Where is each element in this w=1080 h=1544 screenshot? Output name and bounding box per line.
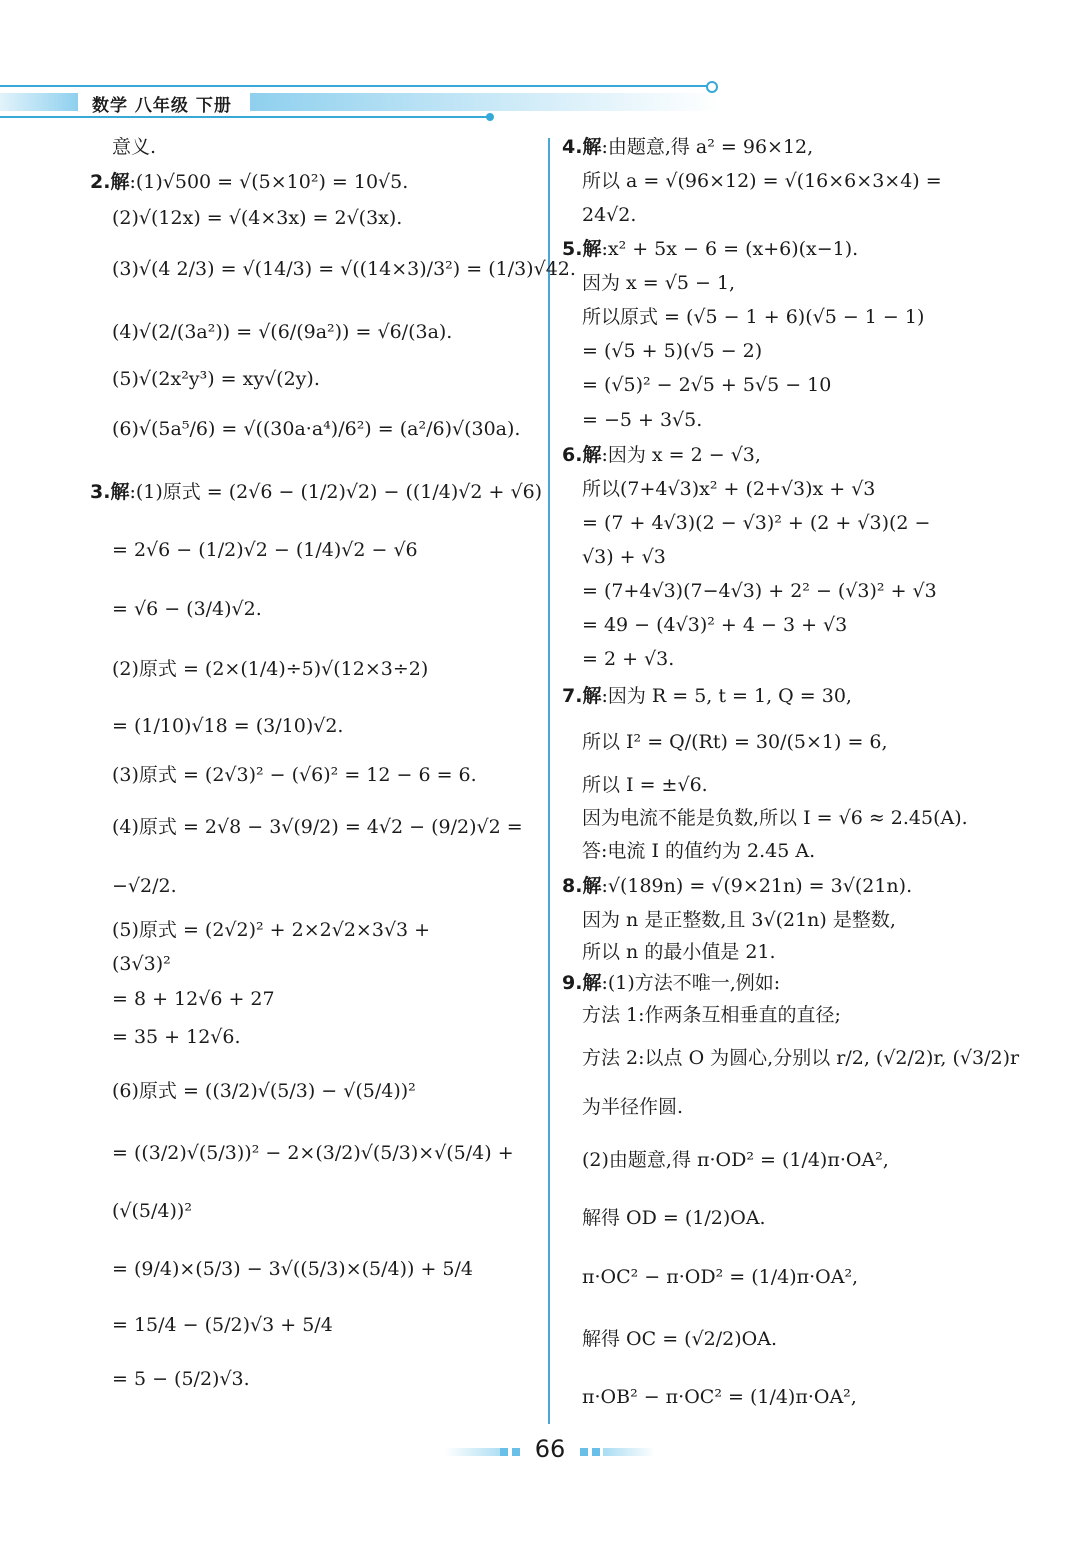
math-text: 方法 1:作两条互相垂直的直径;: [582, 1004, 841, 1026]
solution-line: [562, 164, 1012, 198]
math-text: (√(5/4))²: [112, 1200, 192, 1222]
math-text: = 2 + √3.: [582, 648, 675, 670]
solution-line: [562, 998, 1012, 1032]
math-text: = √6 − (3/4)√2.: [112, 598, 262, 620]
solution-line: [562, 936, 1012, 968]
solution-heading-line: [562, 130, 1012, 164]
math-text: (6)√(5a⁵/6) = √((30a·a⁴)/6²) = (a²/6)√(30a).: [112, 418, 521, 440]
problem-number: 6.解: [562, 444, 602, 466]
solution-line: [90, 698, 542, 754]
solution-line: [90, 302, 542, 362]
math-text: 答:电流 I 的值约为 2.45 A.: [582, 840, 816, 862]
math-text: = ((3/2)√(5/3))² − 2×(3/2)√(5/3)×√(5/4) +: [112, 1142, 514, 1164]
header-dot-ornament: [486, 113, 494, 121]
math-text: (5)原式 = (2√2)² + 2×2√2×3√3 +: [112, 919, 431, 941]
solution-line: [90, 1298, 542, 1352]
solution-line: [562, 1190, 1012, 1246]
math-text: = 5 − (5/2)√3.: [112, 1368, 250, 1390]
math-text: 为半径作圆.: [582, 1096, 684, 1118]
math-text: = 15/4 − (5/2)√3 + 5/4: [112, 1314, 333, 1336]
solution-line: [562, 198, 1012, 232]
solution-line: [90, 1182, 542, 1240]
column-divider: [548, 138, 550, 1424]
solution-line: [562, 1308, 1012, 1370]
math-text: 所以原式 = (√5 − 1 + 6)(√5 − 1 − 1): [582, 306, 925, 328]
math-text: :由题意,得 a² = 96×12,: [601, 136, 814, 158]
problem-number: 5.解: [562, 238, 602, 260]
math-text: 解得 OC = (√2/2)OA.: [582, 1328, 778, 1350]
header-gradient-bar-right: [250, 93, 720, 111]
solution-line: [90, 396, 542, 462]
math-text: (2)原式 = (2×(1/4)÷5)√(12×3÷2): [112, 658, 429, 680]
math-text: π·OC² − π·OD² = (1/4)π·OA²,: [582, 1266, 859, 1288]
solution-line: [90, 522, 542, 578]
header-ring-ornament: [706, 81, 718, 93]
solution-line: [90, 1058, 542, 1124]
problem-number: 2.解: [90, 171, 130, 193]
solution-line: [90, 1352, 542, 1406]
math-text: (4)√(2/(3a²)) = √(6/(9a²)) = √6/(3a).: [112, 321, 453, 343]
problem-number: 9.解: [562, 972, 602, 994]
footer-square-ornament: [592, 1448, 600, 1456]
page-header: [0, 78, 720, 122]
footer-gradient-bar-left: [445, 1448, 505, 1456]
math-text: = (9/4)×(5/3) − 3√((5/3)×(5/4)) + 5/4: [112, 1258, 474, 1280]
header-gradient-bar-left: [0, 93, 78, 111]
solution-line: [562, 1032, 1020, 1084]
solution-line: [562, 608, 1012, 642]
solution-line: [90, 200, 542, 236]
solution-line: [90, 362, 542, 396]
solution-line: [90, 914, 542, 946]
solution-line: [562, 506, 1012, 540]
math-text: (3√3)²: [112, 953, 171, 975]
page-footer: [0, 1432, 1080, 1472]
footer-square-ornament: [580, 1448, 588, 1456]
math-text: (4)原式 = 2√8 − 3√(9/2) = 4√2 − (9/2)√2 =: [112, 816, 523, 838]
solution-line: [562, 802, 1012, 834]
solution-line: [90, 946, 542, 982]
problem-number: 4.解: [562, 136, 602, 158]
solution-heading-line: [562, 232, 1012, 266]
page-number: 66: [534, 1435, 566, 1463]
math-text: 所以 a = √(96×12) = √(16×6×3×4) =: [582, 170, 942, 192]
math-text: = (7+4√3)(7−4√3) + 2² − (√3)² + √3: [582, 580, 937, 602]
math-text: = (1/10)√18 = (3/10)√2.: [112, 715, 344, 737]
solution-line: [562, 716, 1012, 768]
math-text: (2)由题意,得 π·OD² = (1/4)π·OA²,: [582, 1149, 889, 1171]
math-text: π·OB² − π·OC² = (1/4)π·OA²,: [582, 1386, 857, 1408]
math-text: 所以 I² = Q/(Rt) = 30/(5×1) = 6,: [582, 731, 888, 753]
solution-line: [562, 266, 1012, 300]
problem-number: 3.解: [90, 481, 130, 503]
math-text: 意义.: [112, 136, 157, 158]
math-text: :x² + 5x − 6 = (x+6)(x−1).: [601, 238, 859, 260]
solution-line: [90, 236, 576, 302]
math-text: (5)√(2x²y³) = xy√(2y).: [112, 368, 320, 390]
solution-heading-line: [562, 676, 1012, 716]
footer-gradient-bar-right: [603, 1448, 655, 1456]
math-text: −√2/2.: [112, 875, 177, 897]
solution-line: [90, 1240, 542, 1298]
book-title: 数学 八年级 下册: [92, 96, 232, 116]
solution-line: [562, 368, 1012, 402]
solution-line: [90, 640, 542, 698]
solution-line: [562, 642, 1012, 676]
math-text: = 35 + 12√6.: [112, 1026, 241, 1048]
math-text: = 49 − (4√3)² + 4 − 3 + √3: [582, 614, 848, 636]
math-text: = (7 + 4√3)(2 − √3)² + (2 + √3)(2 −: [582, 512, 931, 534]
solution-heading-line: [90, 164, 542, 200]
math-text: 因为 x = √5 − 1,: [582, 272, 736, 294]
solution-line: [90, 754, 542, 796]
solution-line: [562, 472, 1012, 506]
solution-line: [562, 300, 1012, 334]
solution-line: [562, 334, 1012, 368]
solution-heading-line: [562, 868, 1012, 904]
math-text: :√(189n) = √(9×21n) = 3√(21n).: [601, 875, 913, 897]
solution-line: [90, 858, 542, 914]
solution-heading-line: [90, 462, 542, 522]
header-bottom-rule: [0, 116, 490, 118]
math-text: (3)原式 = (2√3)² − (√6)² = 12 − 6 = 6.: [112, 764, 477, 786]
math-text: 因为电流不能是负数,所以 I = √6 ≈ 2.45(A).: [582, 807, 968, 829]
problem-number: 8.解: [562, 875, 602, 897]
math-text: = 8 + 12√6 + 27: [112, 988, 275, 1010]
math-text: 所以(7+4√3)x² + (2+√3)x + √3: [582, 478, 876, 500]
math-text: :(1)√500 = √(5×10²) = 10√5.: [129, 171, 409, 193]
solution-line: [562, 1246, 1012, 1308]
solution-line: [562, 904, 1012, 936]
math-text: √3) + √3: [582, 546, 666, 568]
header-top-rule: [0, 85, 708, 87]
right-column: [562, 130, 1020, 1424]
solution-line: [90, 1016, 542, 1058]
math-text: 24√2.: [582, 204, 637, 226]
solution-line: [90, 1124, 542, 1182]
solution-line: [562, 834, 1012, 868]
solution-line: [562, 402, 1012, 438]
solution-heading-line: [562, 438, 1012, 472]
math-text: 因为 n 是正整数,且 3√(21n) 是整数,: [582, 909, 896, 931]
math-text: = (√5 + 5)(√5 − 2): [582, 340, 763, 362]
solution-line: [562, 1130, 1012, 1190]
solution-line: [562, 574, 1012, 608]
math-text: :(1)方法不唯一,例如:: [601, 972, 781, 994]
math-text: :因为 R = 5, t = 1, Q = 30,: [601, 685, 852, 707]
solution-heading-line: [562, 968, 1012, 998]
math-text: (2)√(12x) = √(4×3x) = 2√(3x).: [112, 207, 403, 229]
solution-line: [562, 768, 1012, 802]
math-text: 所以 n 的最小值是 21.: [582, 941, 776, 963]
footer-square-ornament: [512, 1448, 520, 1456]
solution-line: [562, 1084, 1012, 1130]
solution-line: [90, 578, 542, 640]
math-text: :因为 x = 2 − √3,: [601, 444, 761, 466]
math-text: = (√5)² − 2√5 + 5√5 − 10: [582, 374, 832, 396]
math-text: (6)原式 = ((3/2)√(5/3) − √(5/4))²: [112, 1080, 416, 1102]
footer-square-ornament: [500, 1448, 508, 1456]
math-text: 所以 I = ±√6.: [582, 774, 708, 796]
left-column: [90, 130, 576, 1406]
math-text: 方法 2:以点 O 为圆心,分别以 r/2, (√2/2)r, (√3/2)r: [582, 1047, 1020, 1069]
solution-line: [90, 130, 542, 164]
solution-line: [562, 1370, 1012, 1424]
solution-line: [90, 982, 542, 1016]
problem-number: 7.解: [562, 685, 602, 707]
math-text: = −5 + 3√5.: [582, 409, 703, 431]
math-text: (3)√(4 2/3) = √(14/3) = √((14×3)/3²) = (1/3)√42.: [112, 258, 576, 280]
math-text: = 2√6 − (1/2)√2 − (1/4)√2 − √6: [112, 539, 418, 561]
solution-line: [90, 796, 542, 858]
math-text: :(1)原式 = (2√6 − (1/2)√2) − ((1/4)√2 + √6): [129, 481, 543, 503]
solution-line: [562, 540, 1012, 574]
math-text: 解得 OD = (1/2)OA.: [582, 1207, 766, 1229]
